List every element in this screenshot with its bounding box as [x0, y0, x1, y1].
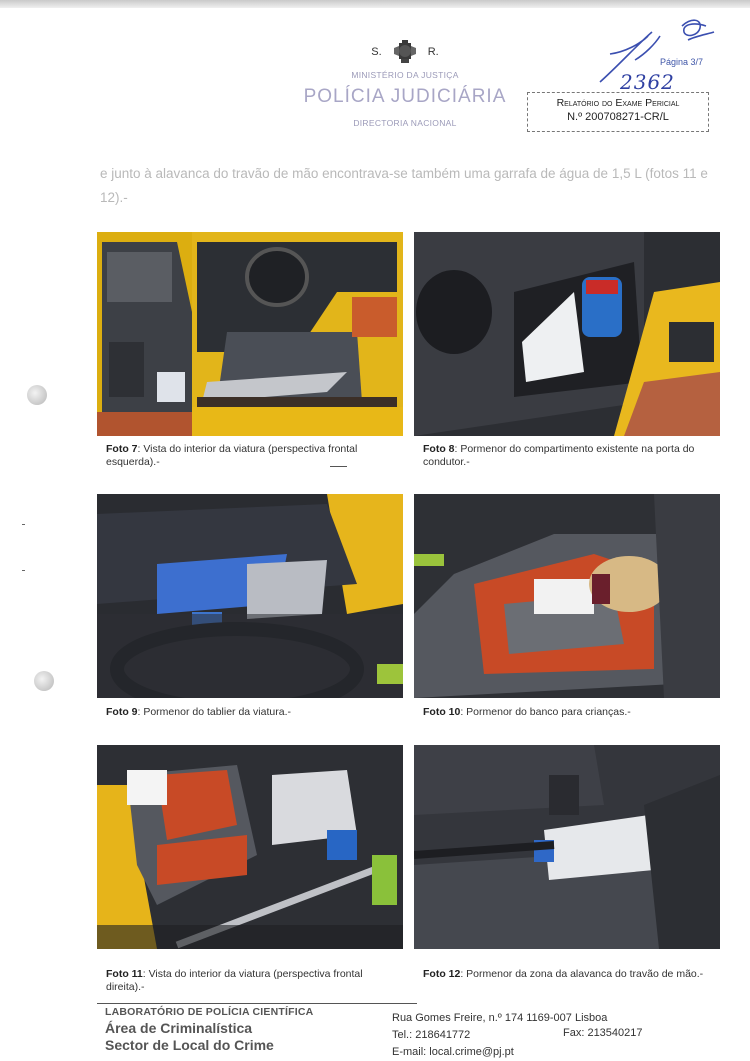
- photo-12: [414, 745, 720, 949]
- sr-right: R.: [427, 46, 439, 58]
- caption-number: Foto 8: [423, 443, 455, 455]
- photo-10: [414, 494, 720, 698]
- caption-text: : Pormenor da zona da alavanca do travão de mão.-: [460, 968, 704, 980]
- caption-photo-7: [106, 443, 391, 469]
- caption-number: Foto 11: [106, 968, 143, 980]
- caption-number: Foto 9: [106, 706, 138, 718]
- area-name: Área de Criminalística: [105, 1020, 253, 1036]
- photo-11: [97, 745, 403, 949]
- handwritten-page-number: 2362: [620, 70, 675, 94]
- footer-institution: [105, 1006, 313, 1053]
- email: E-mail: local.crime@pj.pt: [392, 1046, 514, 1058]
- caption-text: : Pormenor do compartimento existente na porta do condutor.-: [423, 443, 695, 468]
- directorate-name: DIRECTORIA NACIONAL: [353, 118, 457, 128]
- photo-7: [97, 232, 403, 436]
- binder-hole: [27, 385, 47, 405]
- top-border: [0, 0, 750, 8]
- photo-8: [414, 232, 720, 436]
- sr-line: [300, 38, 510, 66]
- fax: Fax: 213540217: [563, 1027, 643, 1039]
- caption-text: : Pormenor do tablier da viatura.-: [137, 706, 291, 718]
- footer-rule: [97, 1003, 417, 1004]
- report-title: Relatório do Exame Pericial: [556, 97, 680, 109]
- report-box: [527, 92, 709, 132]
- sr-left: S.: [371, 46, 382, 58]
- page-label: Página 3/7: [660, 57, 704, 67]
- ministry-name: MINISTÉRIO DA JUSTIÇA: [351, 70, 459, 80]
- caption-text: : Pormenor do banco para crianças.-: [460, 706, 631, 718]
- caption-photo-11: [106, 968, 391, 994]
- margin-mark: [22, 570, 25, 571]
- caption-number: Foto 12: [423, 968, 461, 980]
- binder-hole: [34, 671, 54, 691]
- margin-mark: [22, 524, 25, 525]
- letterhead: [300, 38, 510, 128]
- caption-number: Foto 7: [106, 443, 138, 455]
- caption-photo-8: [423, 443, 713, 469]
- underline-mark: [330, 466, 347, 467]
- telephone: Tel.: 218641772: [392, 1029, 471, 1041]
- caption-number: Foto 10: [423, 706, 461, 718]
- photo-9: [97, 494, 403, 698]
- agency-name: POLÍCIA JUDICIÁRIA: [303, 86, 507, 107]
- caption-photo-10: [423, 706, 713, 719]
- caption-photo-12: [423, 968, 713, 981]
- lab-name: LABORATÓRIO DE POLÍCIA CIENTÍFICA: [105, 1006, 314, 1018]
- address: Rua Gomes Freire, n.º 174 1169-007 Lisboa: [392, 1012, 608, 1024]
- coat-of-arms-icon: [392, 40, 418, 64]
- caption-text: : Vista do interior da viatura (perspectiva frontal esquerda).-: [106, 443, 358, 468]
- caption-text: : Vista do interior da viatura (perspectiva frontal direita).-: [106, 968, 363, 993]
- sector-name: Sector de Local do Crime: [105, 1037, 274, 1053]
- report-number: N.º 200708271-CR/L: [567, 111, 669, 123]
- intro-paragraph: e junto à alavanca do travão de mão encontrava-se também uma garrafa de água de 1,5 L (fotos 11 e 12).-: [100, 166, 708, 205]
- caption-photo-9: [106, 706, 391, 719]
